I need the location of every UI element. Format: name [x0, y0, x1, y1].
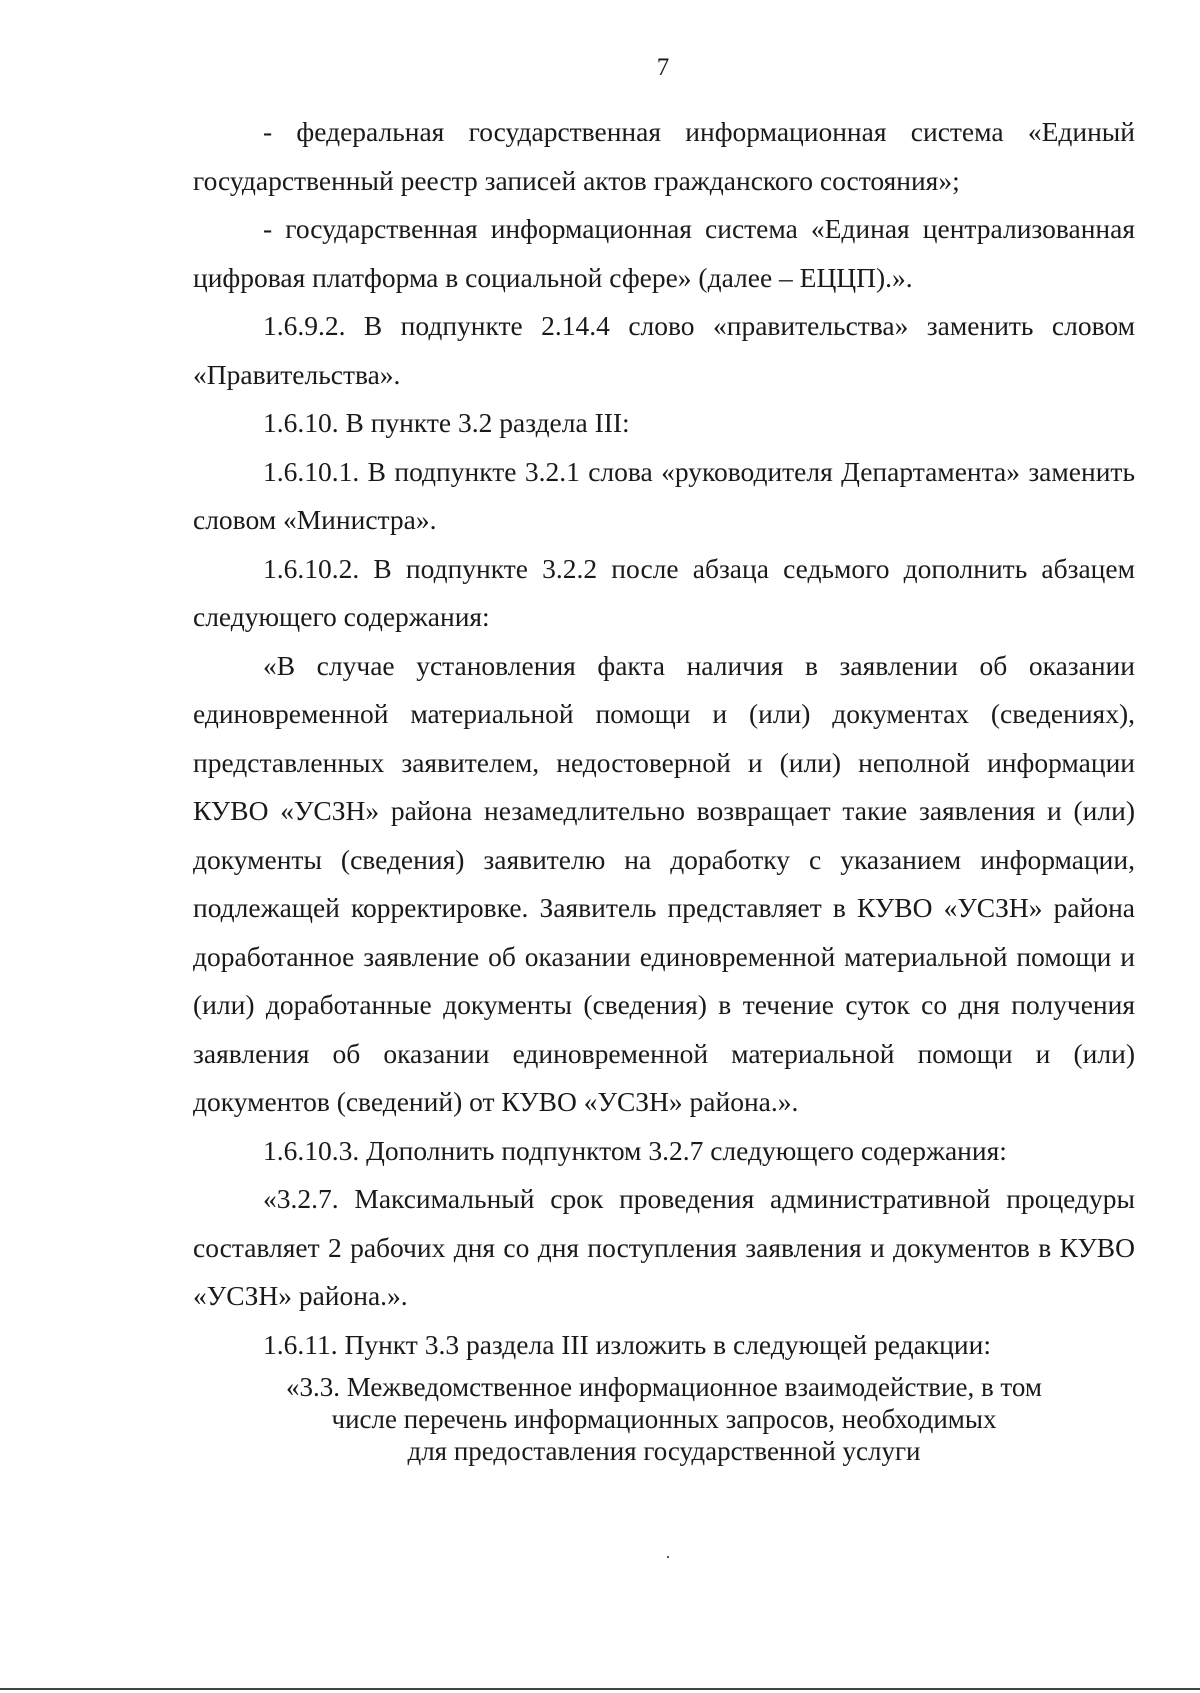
section-heading-3-3: [193, 1371, 1135, 1467]
paragraph-gis-ecctp: - государственная информационная система «Единая централизованная цифровая платформа в социальной сфере» (далее – ЕЦЦП).».: [193, 213, 1135, 293]
paragraph-fgis-egr-zags: - федеральная государственная информационная система «Единый государственный реестр записей актов гражданского состояния»;: [193, 116, 1135, 196]
page-number: 7: [656, 54, 670, 81]
paragraph-quoted-insertion: «В случае установления факта наличия в заявлении об оказании единовременной материальной помощи и (или) документах (сведениях), представленных заявителем, недостоверной и (или) неполной информации КУВО «УСЗН» района незамедлительно возвращает такие заявления и (или) документы (сведения) заявителю на доработку с указанием информации, подлежащей корректировке. Заявитель представляет в КУВО «УСЗН» района доработанное заявление об оказании единовременной материальной помощи и (или) доработанные документы (сведения) в течение суток со дня получения заявления об оказании единовременной материальной помощи и (или) документов (сведений) от КУВО «УСЗН» района.».: [193, 649, 1135, 1117]
paragraph-1-6-11: 1.6.11. Пункт 3.3 раздела III изложить в следующей редакции:: [263, 1328, 991, 1360]
paragraph-1-6-10-2: 1.6.10.2. В подпункте 3.2.2 после абзаца седьмого дополнить абзацем следующего содержания:: [193, 552, 1135, 632]
paragraph-1-6-9-2: 1.6.9.2. В подпункте 2.14.4 слово «правительства» заменить словом «Правительства».: [193, 310, 1135, 390]
paragraph-1-6-10-3: 1.6.10.3. Дополнить подпунктом 3.2.7 следующего содержания:: [263, 1134, 1007, 1166]
heading-line: числе перечень информационных запросов, необходимых: [331, 1404, 997, 1434]
paragraph-1-6-10: 1.6.10. В пункте 3.2 раздела III:: [263, 407, 630, 438]
scan-speck: [667, 1556, 669, 1558]
paragraph-3-2-7: «3.2.7. Максимальный срок проведения административной процедуры составляет 2 рабочих дня со дня поступления заявления и документов в КУВО «УСЗН» района.».: [193, 1183, 1135, 1311]
document-body: [193, 108, 1135, 1369]
paragraph-1-6-10-1: 1.6.10.1. В подпункте 3.2.1 слова «руководителя Департамента» заменить словом «Министра».: [193, 455, 1135, 535]
heading-line: «3.3. Межведомственное информационное взаимодействие, в том: [286, 1372, 1042, 1402]
scan-bottom-edge: [0, 1688, 1200, 1690]
heading-line: для предоставления государственной услуги: [407, 1436, 921, 1466]
